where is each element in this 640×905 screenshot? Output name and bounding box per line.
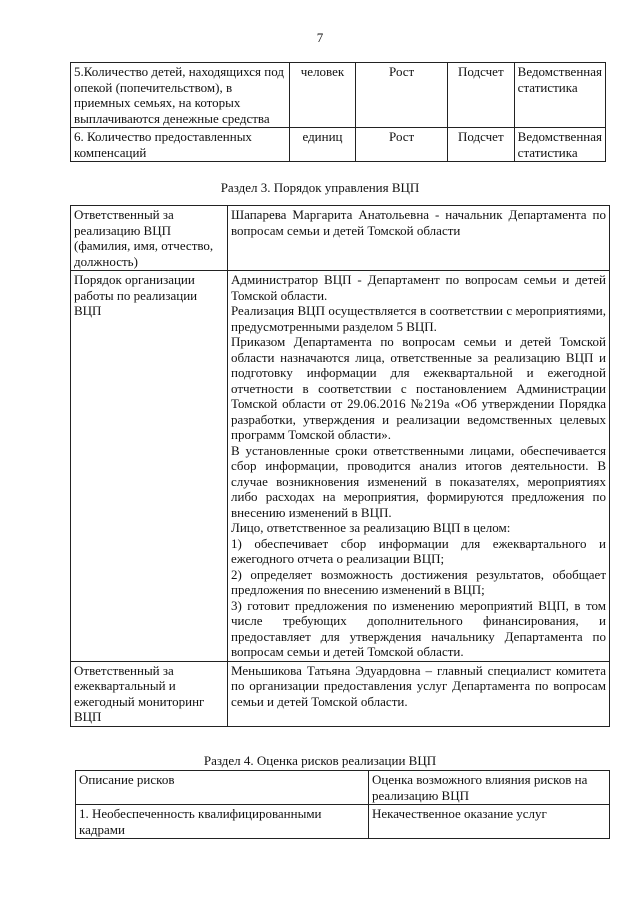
- section4-title: Раздел 4. Оценка рисков реализации ВЦП: [203, 753, 437, 768]
- risk-impact: Некачественное оказание услуг: [369, 805, 610, 839]
- indicator-name: 6. Количество предоставленных компенсаций: [71, 128, 290, 162]
- section3-title: Раздел 3. Порядок управления ВЦП: [220, 180, 420, 195]
- management-table: [70, 205, 610, 727]
- indicator-unit: человек: [289, 63, 356, 128]
- row-label: Ответственный за реализацию ВЦП (фамилия, имя, отчество, должность): [71, 206, 228, 271]
- indicator-trend: Рост: [356, 128, 448, 162]
- column-header: Описание рисков: [76, 771, 369, 805]
- row-content: [228, 661, 610, 726]
- row-content: [228, 271, 610, 662]
- table-row: [71, 128, 606, 162]
- paragraph: Реализация ВЦП осуществляется в соответствии с мероприятиями, предусмотренными разделом 5 ВЦП.: [231, 303, 606, 334]
- table-row: [76, 805, 610, 839]
- paragraph: Приказом Департамента по вопросам семьи и детей Томской области назначаются лица, ответственные за реализацию ВЦП и подготовку информации для ежеквартальной и ежегодной отчетности в соответствии с постановлением Администрации Томской области от 29.06.2016 №219а «Об утверждении Порядка разработки, утверждения и реализации ведомственных целевых программ Томской области».: [231, 334, 606, 442]
- paragraph: 2) определяет возможность достижения результатов, обобщает предложения по внесению изменений в ВЦП;: [231, 566, 606, 597]
- table-row: [71, 661, 610, 726]
- indicator-method: Подсчет: [447, 128, 514, 162]
- indicator-method: Подсчет: [447, 63, 514, 128]
- indicator-source: Ведомственная статистика: [514, 128, 605, 162]
- paragraph: 1) обеспечивает сбор информации для ежеквартального и ежегодного отчета о реализации ВЦП;: [231, 535, 606, 566]
- paragraph: Шапарева Маргарита Анатольевна - начальник Департамента по вопросам семьи и детей Томской области: [231, 207, 606, 238]
- table-row: [71, 206, 610, 271]
- risks-table: [75, 770, 610, 839]
- indicator-trend: Рост: [356, 63, 448, 128]
- column-header: Оценка возможного влияния рисков на реализацию ВЦП: [369, 771, 610, 805]
- paragraph: 3) готовит предложения по изменению мероприятий ВЦП, в том числе требующих дополнительного финансирования, и предоставляет для утверждения начальнику Департамента по вопросам семьи и детей Томской области.: [231, 597, 606, 659]
- page-number: 7: [316, 30, 324, 45]
- indicators-table: [70, 62, 606, 162]
- indicator-unit: единиц: [289, 128, 356, 162]
- risk-description: 1. Необеспеченность квалифицированными кадрами: [76, 805, 369, 839]
- row-content: [228, 206, 610, 271]
- table-header-row: [76, 771, 610, 805]
- paragraph: Администратор ВЦП - Департамент по вопросам семьи и детей Томской области.: [231, 272, 606, 303]
- table-row: [71, 271, 610, 662]
- paragraph: В установленные сроки ответственными лицами, обеспечивается сбор информации, проводится анализ итогов деятельности. В случае возникновения изменений в показателях, мероприятиях либо расходах на мероприятия, формируются предложения по внесению изменений в ВЦП.: [231, 442, 606, 520]
- indicator-name: 5.Количество детей, находящихся под опекой (попечительством), в приемных семьях, на которых выплачиваются денежные средства: [71, 63, 290, 128]
- paragraph: Лицо, ответственное за реализацию ВЦП в целом:: [231, 520, 511, 535]
- table-row: [71, 63, 606, 128]
- indicator-source: Ведомственная статистика: [514, 63, 605, 128]
- row-label: Ответственный за ежеквартальный и ежегодный мониторинг ВЦП: [71, 661, 228, 726]
- row-label: Порядок организации работы по реализации ВЦП: [71, 271, 228, 662]
- paragraph: Меньшикова Татьяна Эдуардовна – главный специалист комитета по организации предоставления услуг Департамента по вопросам семьи и детей Томской области.: [231, 662, 606, 709]
